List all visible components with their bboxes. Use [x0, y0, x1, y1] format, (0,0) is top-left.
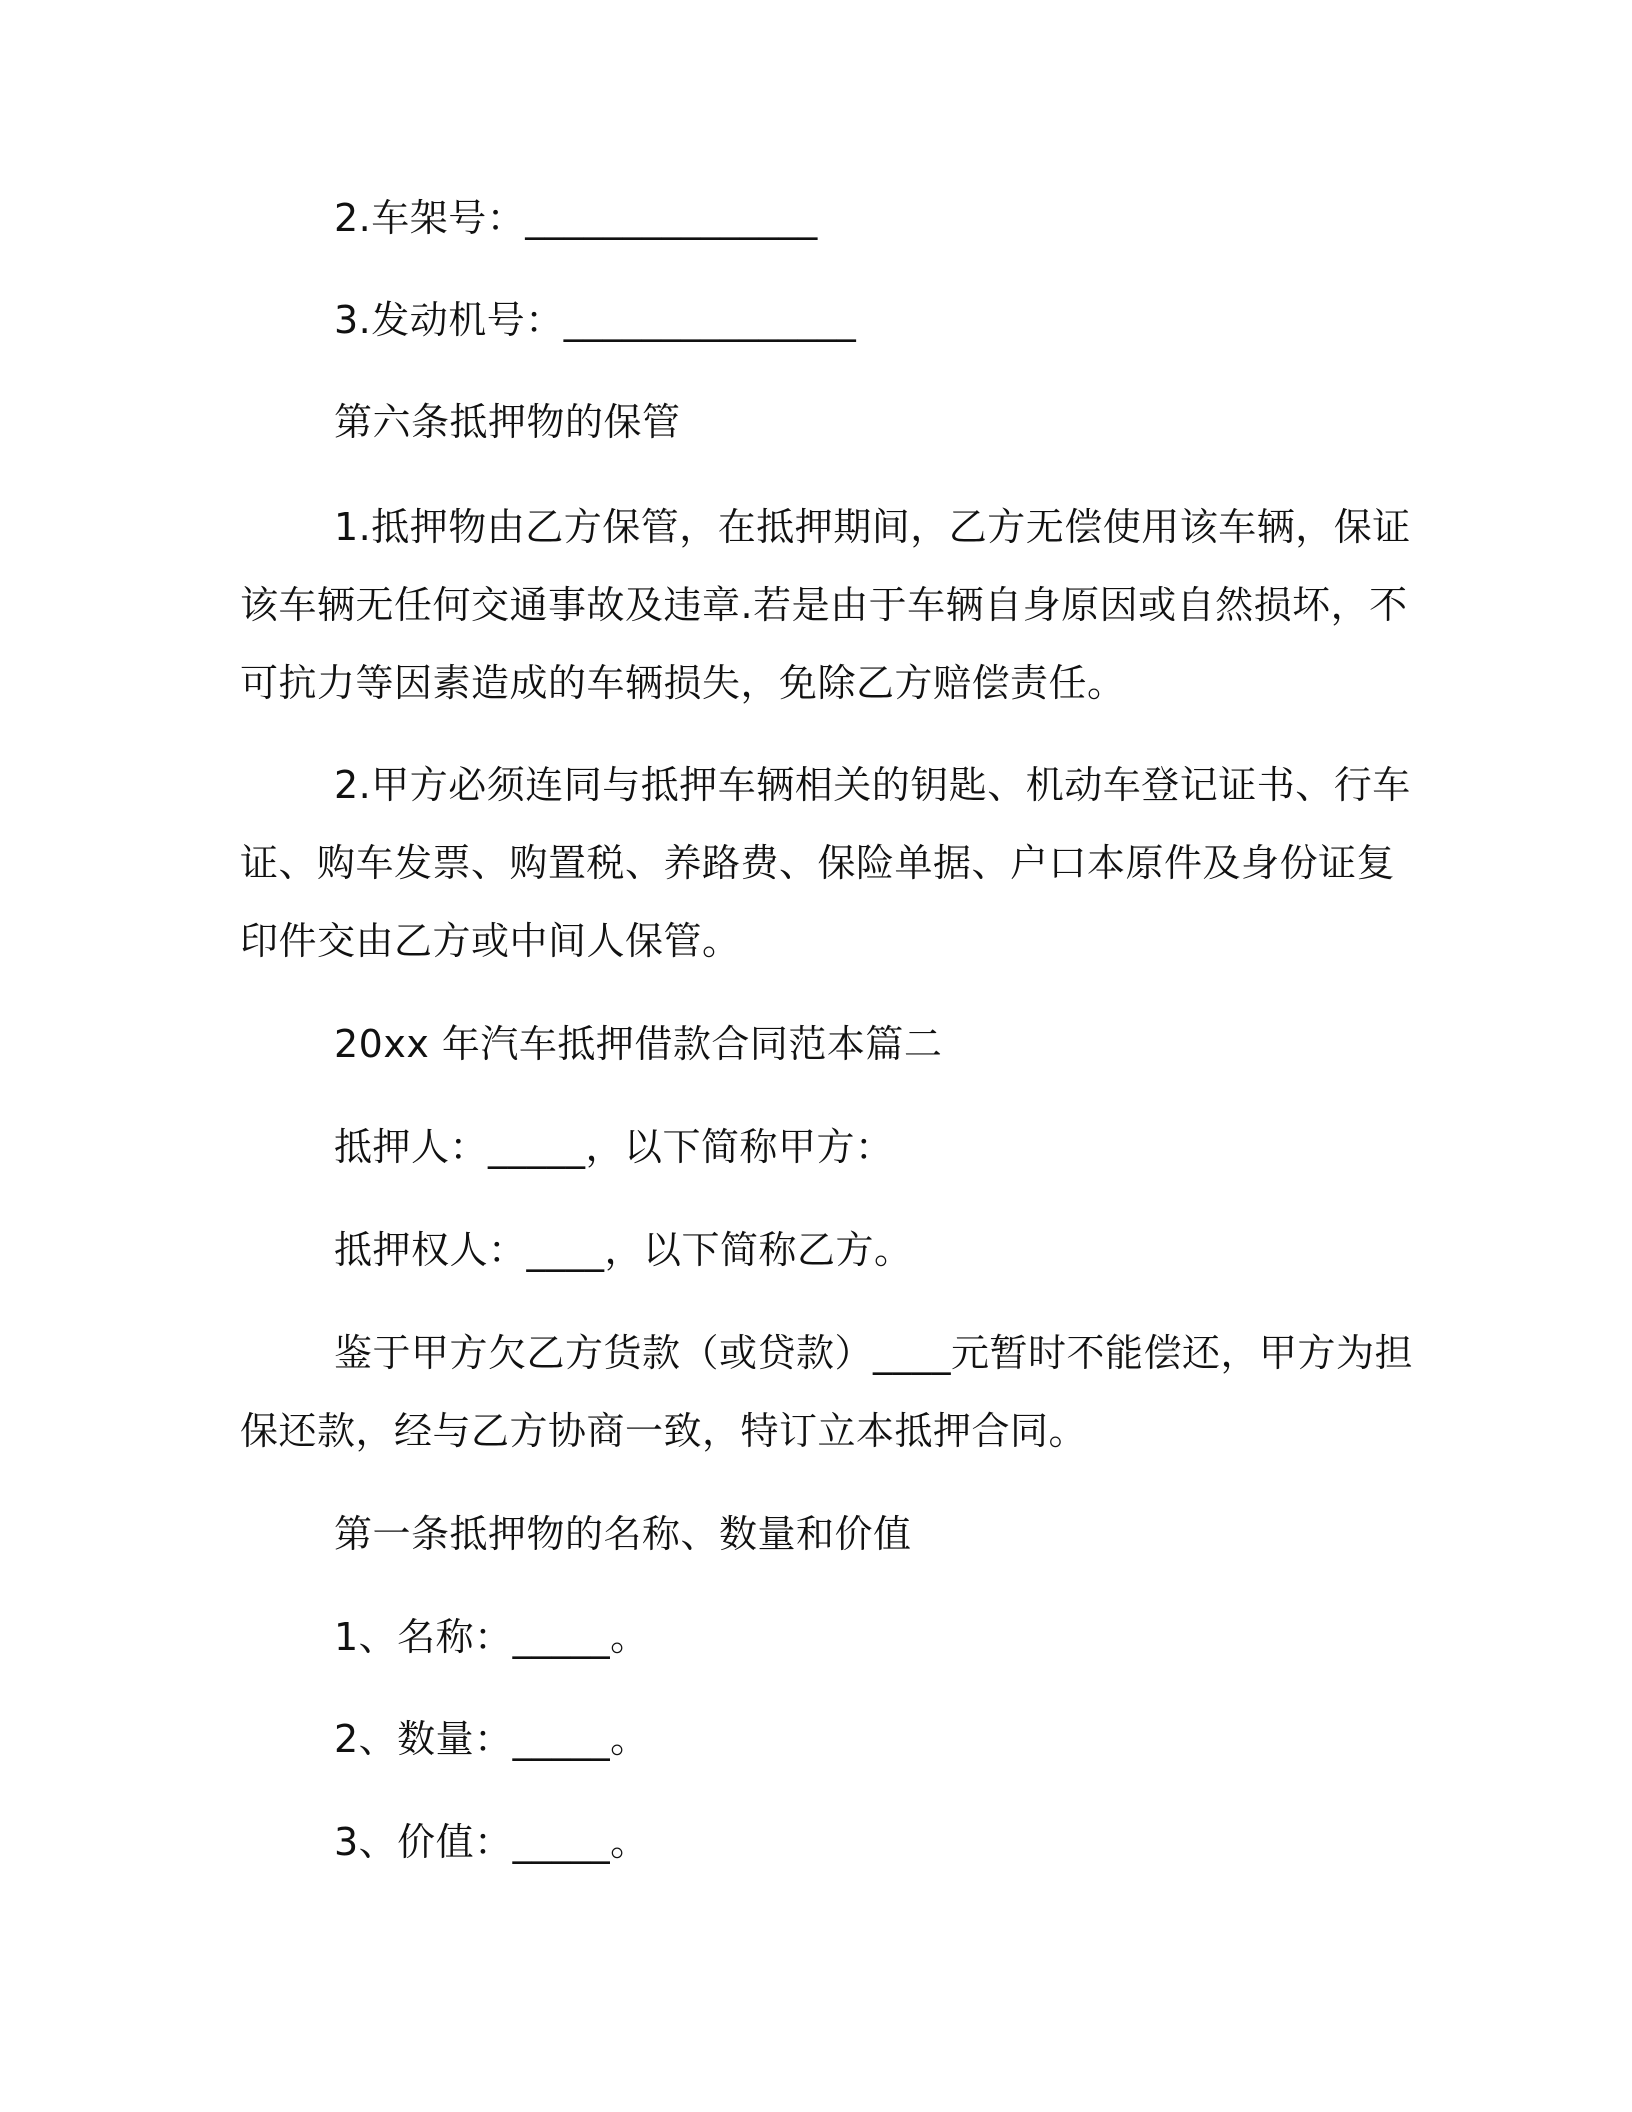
article-six-item-2-line-3: 印件交由乙方或中间人保管。 — [240, 919, 741, 963]
article-six-item-1-line-3: 可抗力等因素造成的车辆损失，免除乙方赔偿责任。 — [240, 661, 1126, 705]
quantity-field-line: 2、数量：_____。 — [334, 1717, 649, 1761]
section-two-title: 20xx 年汽车抵押借款合同范本篇二 — [334, 1022, 943, 1066]
engine-number-line: 3.发动机号：_______________ — [334, 298, 857, 342]
preamble-line-1: 鉴于甲方欠乙方货款（或贷款）____元暂时不能偿还，甲方为担 — [334, 1331, 1414, 1375]
article-six-item-1-line-1: 1.抵押物由乙方保管，在抵押期间，乙方无偿使用该车辆，保证 — [334, 505, 1411, 549]
article-six-heading: 第六条抵押物的保管 — [334, 400, 681, 444]
article-six-item-2-line-1: 2.甲方必须连同与抵押车辆相关的钥匙、机动车登记证书、行车 — [334, 763, 1411, 807]
mortgagor-line: 抵押人：_____，以下简称甲方： — [334, 1125, 894, 1169]
article-six-item-2-line-2: 证、购车发票、购置税、养路费、保险单据、户口本原件及身份证复 — [240, 841, 1396, 885]
frame-number-line: 2.车架号：_______________ — [334, 196, 818, 240]
name-field-line: 1、名称：_____。 — [334, 1615, 649, 1659]
value-field-line: 3、价值：_____。 — [334, 1820, 649, 1864]
mortgagee-line: 抵押权人：____，以下简称乙方。 — [334, 1228, 913, 1272]
article-six-item-1-line-2: 该车辆无任何交通事故及违章.若是由于车辆自身原因或自然损坏，不 — [240, 583, 1408, 627]
article-one-heading: 第一条抵押物的名称、数量和价值 — [334, 1512, 912, 1556]
preamble-line-2: 保还款，经与乙方协商一致，特订立本抵押合同。 — [240, 1409, 1088, 1453]
